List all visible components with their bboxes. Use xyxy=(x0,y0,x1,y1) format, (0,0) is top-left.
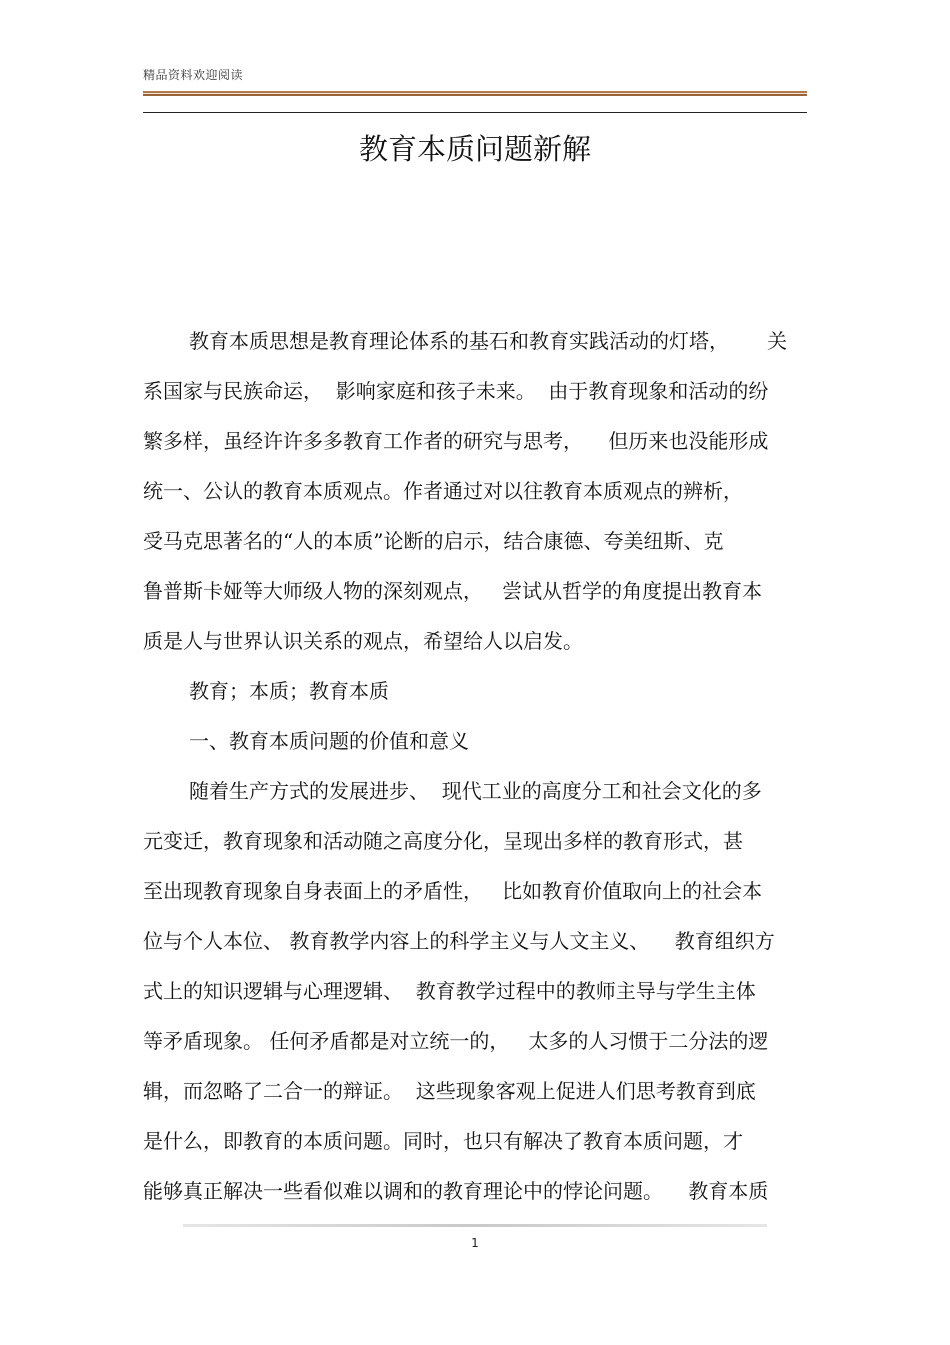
paragraph-line: 辑，而忽略了二合一的辩证。 这些现象客观上促进人们思考教育到底 xyxy=(143,1079,756,1103)
paragraph-line: 统一、公认的教育本质观点。作者通过对以往教育本质观点的辨析， xyxy=(143,479,743,503)
paragraph-line: 至出现教育现象自身表面上的矛盾性， 比如教育价值取向上的社会本 xyxy=(143,879,763,903)
section-heading: 一、教育本质问题的价值和意义 xyxy=(189,729,469,753)
header-label: 精品资料欢迎阅读 xyxy=(143,68,244,82)
paragraph-line: 式上的知识逻辑与心理逻辑、 教育教学过程中的教师主导与学生主体 xyxy=(143,979,756,1003)
paragraph-line: 系国家与民族命运， 影响家庭和孩子未来。 由于教育现象和活动的纷 xyxy=(143,379,769,403)
paragraph-line: 质是人与世界认识关系的观点，希望给人以启发。 xyxy=(143,629,583,653)
paragraph-line: 位与个人本位、 教育教学内容上的科学主义与人文主义、 教育组织方 xyxy=(143,929,775,953)
paragraph-line: 繁多样，虽经许许多多教育工作者的研究与思考， 但历来也没能形成 xyxy=(143,429,769,453)
paragraph-line: 受马克思著名的“人的本质”论断的启示，结合康德、夸美纽斯、克 xyxy=(143,529,724,553)
paragraph-line: 元变迁，教育现象和活动随之高度分化，呈现出多样的教育形式，甚 xyxy=(143,829,743,853)
paragraph-line: 随着生产方式的发展进步、 现代工业的高度分工和社会文化的多 xyxy=(189,779,762,803)
footer-rule xyxy=(183,1224,767,1227)
paragraph-line: 教育本质思想是教育理论体系的基石和教育实践活动的灯塔， 关 xyxy=(189,329,788,353)
paragraph-line: 能够真正解决一些看似难以调和的教育理论中的悖论问题。 教育本质 xyxy=(143,1179,769,1203)
header-thin-rule xyxy=(143,112,807,113)
paragraph-line: 等矛盾现象。 任何矛盾都是对立统一的， 太多的人习惯于二分法的逻 xyxy=(143,1029,769,1053)
paragraph-line: 鲁普斯卡娅等大师级人物的深刻观点， 尝试从哲学的角度提出教育本 xyxy=(143,579,763,603)
keywords-line: 教育；本质；教育本质 xyxy=(189,679,389,703)
paragraph-line: 是什么，即教育的本质问题。同时，也只有解决了教育本质问题，才 xyxy=(143,1129,743,1153)
document-body xyxy=(143,316,807,1216)
document-title: 教育本质问题新解 xyxy=(358,132,591,166)
page-number: 1 xyxy=(471,1236,479,1250)
header-decorative-rule xyxy=(143,91,807,96)
